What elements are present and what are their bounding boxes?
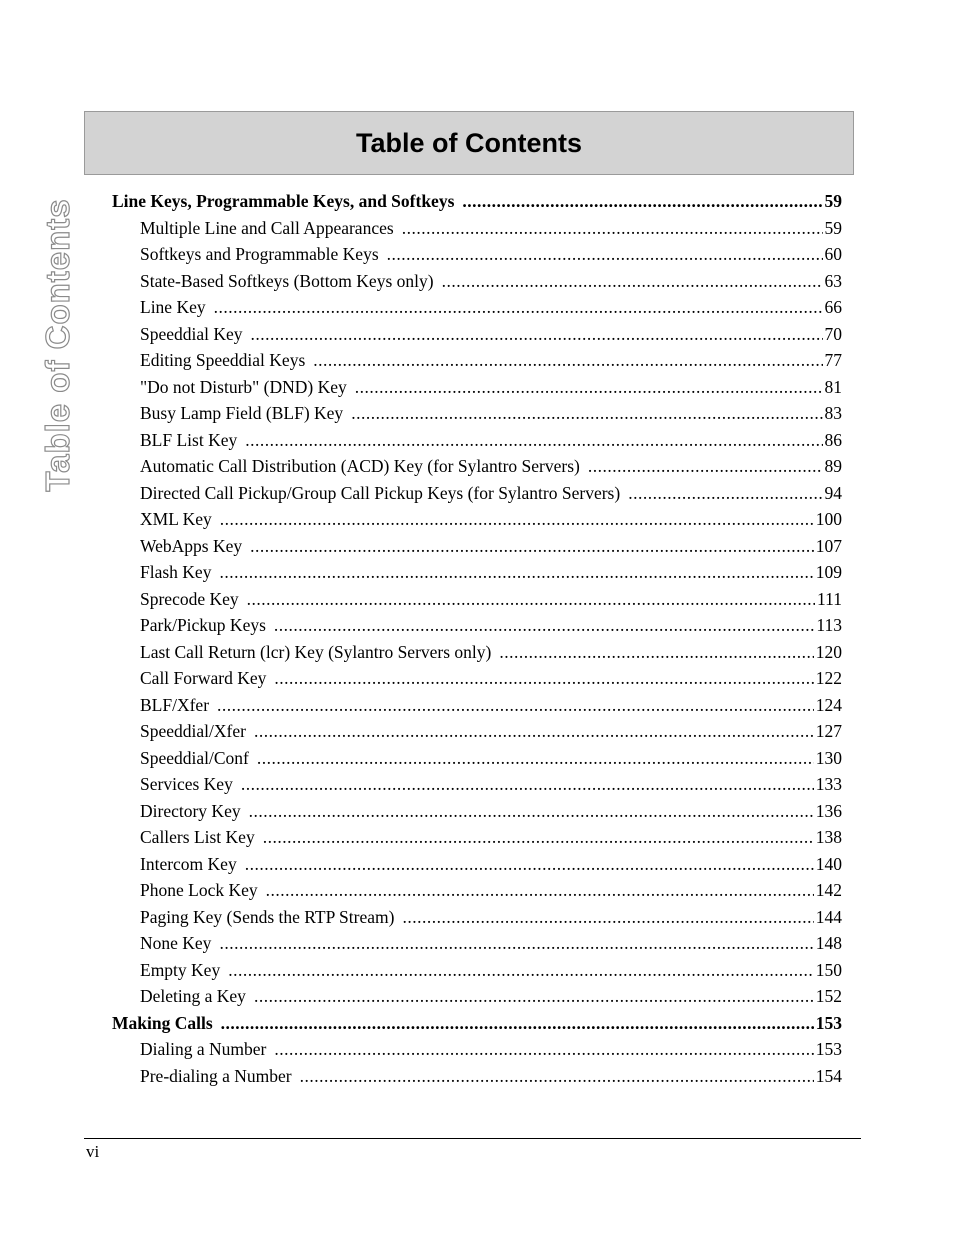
toc-subsection-entry[interactable] xyxy=(112,241,842,268)
toc-entry-page: 89 xyxy=(824,456,842,476)
toc-leader-dots xyxy=(214,294,823,321)
toc-leader-dots xyxy=(442,268,823,295)
toc-leader-dots xyxy=(300,1063,814,1090)
toc-subsection-entry[interactable] xyxy=(112,930,842,957)
toc-subsection-entry[interactable] xyxy=(112,215,842,242)
toc-entry-title: None Key xyxy=(140,933,212,953)
toc-entry-title: Speeddial/Xfer xyxy=(140,721,246,741)
toc-entry-page: 100 xyxy=(815,509,842,529)
toc-leader-dots xyxy=(247,586,815,613)
toc-leader-dots xyxy=(241,771,814,798)
toc-entry-title: Intercom Key xyxy=(140,853,237,874)
toc-entry-page: 94 xyxy=(824,482,842,503)
toc-subsection-entry[interactable] xyxy=(112,400,842,427)
toc-entry-page: 113 xyxy=(816,615,842,635)
toc-leader-dots xyxy=(249,798,814,825)
toc-entry-title: BLF/Xfer xyxy=(140,694,210,715)
toc-entry-page: 111 xyxy=(817,588,842,609)
toc-leader-dots xyxy=(628,480,822,507)
toc-entry-title: Line Keys, Programmable Keys, and Softkeys xyxy=(112,191,455,211)
toc-entry-page: 142 xyxy=(815,880,842,900)
toc-leader-dots xyxy=(263,824,814,851)
toc-entry-page: 83 xyxy=(824,403,842,423)
toc-subsection-entry[interactable] xyxy=(112,374,842,401)
toc-subsection-entry[interactable] xyxy=(112,877,842,904)
toc-subsection-entry[interactable] xyxy=(112,347,842,374)
toc-leader-dots xyxy=(351,400,822,427)
toc-leader-dots xyxy=(245,427,822,454)
toc-subsection-entry[interactable] xyxy=(112,612,842,639)
toc-leader-dots xyxy=(250,533,814,560)
toc-leader-dots xyxy=(220,506,814,533)
toc-entry-title: Directed Call Pickup/Group Call Pickup Keys (for Sylantro Servers) xyxy=(140,482,621,503)
toc-entry-page: 153 xyxy=(815,1039,842,1059)
toc-subsection-entry[interactable] xyxy=(112,771,842,798)
toc-subsection-entry[interactable] xyxy=(112,957,842,984)
toc-leader-dots xyxy=(274,612,814,639)
toc-entry-page: 60 xyxy=(824,244,842,264)
toc-leader-dots xyxy=(217,692,814,719)
toc-entry-title: Flash Key xyxy=(140,562,212,582)
toc-entry-page: 124 xyxy=(815,694,842,715)
toc-section-entry[interactable] xyxy=(112,1010,842,1037)
toc-entry-page: 148 xyxy=(815,933,842,953)
toc-entry-title: State-Based Softkeys (Bottom Keys only) xyxy=(140,270,434,291)
toc-subsection-entry[interactable] xyxy=(112,745,842,772)
toc-entry-page: 107 xyxy=(815,535,842,556)
toc-subsection-entry[interactable] xyxy=(112,268,842,295)
toc-entry-title: Editing Speeddial Keys xyxy=(140,350,306,370)
toc-entry-page: 130 xyxy=(815,747,842,768)
toc-entry-page: 120 xyxy=(815,641,842,662)
footer-divider xyxy=(84,1138,861,1139)
toc-entry-page: 70 xyxy=(824,323,842,344)
toc-entry-page: 59 xyxy=(824,217,842,238)
toc-subsection-entry[interactable] xyxy=(112,533,842,560)
toc-entry-page: 86 xyxy=(824,429,842,450)
toc-leader-dots xyxy=(402,215,823,242)
footer-page-number: vi xyxy=(86,1142,100,1161)
toc-subsection-entry[interactable] xyxy=(112,983,842,1010)
toc-entry-title: Phone Lock Key xyxy=(140,880,258,900)
toc-entry-page: 154 xyxy=(815,1065,842,1086)
toc-entry-title: Sprecode Key xyxy=(140,588,239,609)
toc-entry-title: Pre-dialing a Number xyxy=(140,1065,292,1086)
toc-leader-dots xyxy=(254,718,814,745)
side-tab-label: Table of Contents xyxy=(39,198,76,492)
toc-entry-title: Callers List Key xyxy=(140,827,255,847)
toc-leader-dots xyxy=(254,983,814,1010)
toc-subsection-entry[interactable] xyxy=(112,1063,842,1090)
toc-subsection-entry[interactable] xyxy=(112,824,842,851)
toc-leader-dots xyxy=(274,665,813,692)
toc-entry-title: Multiple Line and Call Appearances xyxy=(140,217,394,238)
toc-entry-page: 133 xyxy=(815,774,842,794)
toc-entry-page: 138 xyxy=(815,827,842,847)
toc-leader-dots xyxy=(251,321,823,348)
toc-entry-title: Speeddial/Conf xyxy=(140,747,249,768)
toc-leader-dots xyxy=(266,877,814,904)
toc-subsection-entry[interactable] xyxy=(112,718,842,745)
toc-leader-dots xyxy=(221,1010,814,1037)
toc-entry-title: Making Calls xyxy=(112,1012,213,1033)
toc-subsection-entry[interactable] xyxy=(112,692,842,719)
toc-leader-dots xyxy=(228,957,814,984)
toc-entry-title: Speeddial Key xyxy=(140,323,243,344)
toc-entry-title: Park/Pickup Keys xyxy=(140,615,266,635)
toc-entry-page: 144 xyxy=(815,906,842,927)
toc-leader-dots xyxy=(245,851,814,878)
toc-leader-dots xyxy=(274,1036,813,1063)
toc-entry-page: 140 xyxy=(815,853,842,874)
toc-entry-title: Call Forward Key xyxy=(140,668,267,688)
toc-entry-title: Line Key xyxy=(140,297,206,317)
toc-subsection-entry[interactable] xyxy=(112,1036,842,1063)
toc-entry-page: 153 xyxy=(815,1012,842,1033)
toc-entry-page: 150 xyxy=(815,959,842,980)
toc-subsection-entry[interactable] xyxy=(112,480,842,507)
toc-leader-dots xyxy=(219,559,813,586)
toc-entry-title: Empty Key xyxy=(140,959,221,980)
toc-subsection-entry[interactable] xyxy=(112,851,842,878)
toc-entry-title: BLF List Key xyxy=(140,429,238,450)
toc-leader-dots xyxy=(499,639,813,666)
toc-subsection-entry[interactable] xyxy=(112,904,842,931)
toc-entry-title: "Do not Disturb" (DND) Key xyxy=(140,376,347,397)
toc-entry-title: Automatic Call Distribution (ACD) Key (for Sylantro Servers) xyxy=(140,456,580,476)
toc-leader-dots xyxy=(402,904,813,931)
toc-entry-title: Busy Lamp Field (BLF) Key xyxy=(140,403,344,423)
toc-subsection-entry[interactable] xyxy=(112,586,842,613)
toc-subsection-entry[interactable] xyxy=(112,639,842,666)
toc-entry-page: 77 xyxy=(824,350,842,370)
side-tab xyxy=(38,190,78,500)
toc-subsection-entry[interactable] xyxy=(112,453,842,480)
toc-leader-dots xyxy=(462,188,822,215)
toc-entry-page: 66 xyxy=(824,297,842,317)
toc-leader-dots xyxy=(313,347,822,374)
toc-leader-dots xyxy=(257,745,814,772)
toc-list xyxy=(112,188,842,1089)
toc-entry-page: 122 xyxy=(815,668,842,688)
toc-subsection-entry[interactable] xyxy=(112,559,842,586)
toc-entry-title: Paging Key (Sends the RTP Stream) xyxy=(140,906,395,927)
toc-leader-dots xyxy=(219,930,813,957)
toc-entry-page: 136 xyxy=(815,800,842,821)
toc-subsection-entry[interactable] xyxy=(112,294,842,321)
toc-subsection-entry[interactable] xyxy=(112,321,842,348)
toc-entry-title: WebApps Key xyxy=(140,535,243,556)
toc-entry-title: Softkeys and Programmable Keys xyxy=(140,244,379,264)
page-title: Table of Contents xyxy=(356,127,582,158)
toc-leader-dots xyxy=(588,453,823,480)
toc-leader-dots xyxy=(387,241,823,268)
toc-section-entry[interactable] xyxy=(112,188,842,215)
toc-entry-page: 109 xyxy=(815,562,842,582)
header-banner xyxy=(84,111,854,175)
toc-entry-title: Services Key xyxy=(140,774,233,794)
toc-entry-page: 63 xyxy=(824,270,842,291)
toc-entry-page: 59 xyxy=(824,191,842,211)
toc-subsection-entry[interactable] xyxy=(112,506,842,533)
toc-entry-title: Deleting a Key xyxy=(140,986,246,1006)
toc-entry-page: 152 xyxy=(815,986,842,1006)
toc-subsection-entry[interactable] xyxy=(112,427,842,454)
toc-entry-title: Directory Key xyxy=(140,800,241,821)
toc-leader-dots xyxy=(355,374,823,401)
toc-subsection-entry[interactable] xyxy=(112,798,842,825)
toc-entry-page: 127 xyxy=(815,721,842,741)
toc-entry-title: XML Key xyxy=(140,509,212,529)
toc-entry-title: Dialing a Number xyxy=(140,1039,267,1059)
toc-entry-title: Last Call Return (lcr) Key (Sylantro Servers only) xyxy=(140,641,492,662)
toc-subsection-entry[interactable] xyxy=(112,665,842,692)
toc-entry-page: 81 xyxy=(824,376,842,397)
